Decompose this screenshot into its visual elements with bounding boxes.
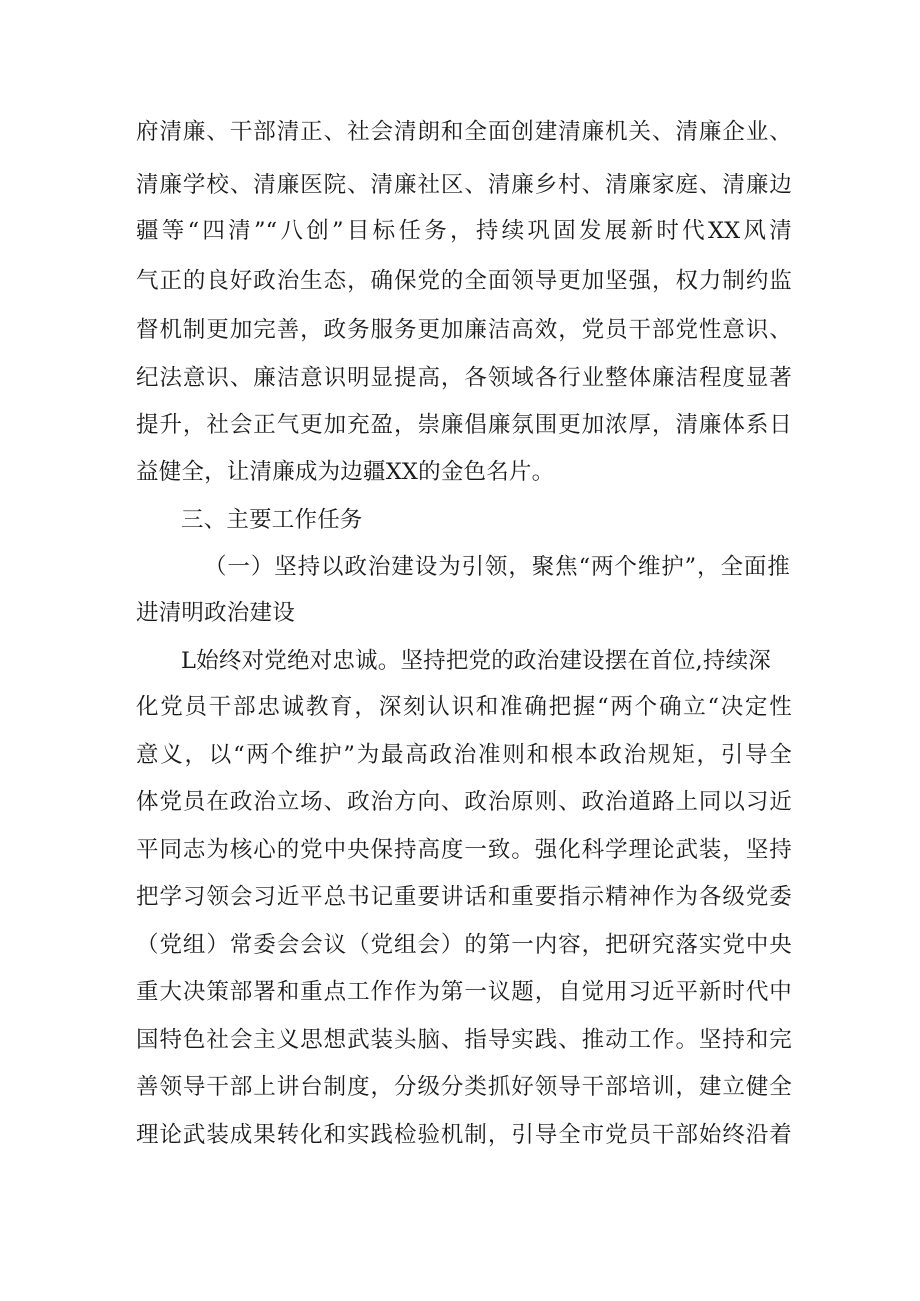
text-line: 府清廉、干部清正、社会清朗和全面创建清廉机关、清廉企业、 [136,119,792,145]
text-line: 善领导干部上讲台制度，分级分类抓好领导干部培训，建立健全 [136,1074,792,1100]
text-line: 督机制更加完善，政务服务更加廉洁高效，党员干部党性意识、 [136,317,792,343]
section-heading: 三、主要工作任务 [181,507,363,533]
text-line: 纪法意识、廉洁意识明显提高，各领域各行业整体廉洁程度显著 [136,365,792,391]
text-line: 重大决策部署和重点工作作为第一议题，自觉用习近平新时代中 [136,979,792,1005]
text-line: 进清明政治建设 [136,600,295,626]
text-line: 提升，社会正气更加充盈，崇廉倡廉氛围更加浓厚，清廉体系日 [136,412,792,438]
text-line: 化党员干部忠诚教育，深刻认识和准确把握“两个确立“决定性 [136,694,792,720]
text-line: 清廉学校、清廉医院、清廉社区、清廉乡村、清廉家庭、清廉边 [136,172,792,198]
text-line: L始终对党绝对忠诚。坚持把党的政治建设摆在首位,持续深 [181,648,771,674]
text-line: 意义，以“两个维护”为最高政治准则和根本政治规矩，引导全 [136,742,792,768]
text-line: 疆等“四清”“八创”目标任务，持续巩固发展新时代XX风清 [136,218,792,244]
text-line: 气正的良好政治生态，确保党的全面领导更加坚强，权力制约监 [136,268,792,294]
text-line: （党组）常委会会议（党组会）的第一内容，把研究落实党中央 [136,932,792,958]
text-line: 把学习领会习近平总书记重要讲话和重要指示精神作为各级党委 [136,884,792,910]
text-line: （一）坚持以政治建设为引领，聚焦“两个维护”，全面推 [204,554,790,580]
text-line: 理论武装成果转化和实践检验机制，引导全市党员干部始终沿着 [136,1122,792,1148]
text-line: 平同志为核心的党中央保持高度一致。强化科学理论武装，坚持 [136,837,792,863]
text-line: 益健全，让清廉成为边疆XX的金色名片。 [136,459,555,485]
text-line: 体党员在政治立场、政治方向、政治原则、政治道路上同以习近 [136,789,792,815]
text-line: 国特色社会主义思想武装头脑、指导实践、推动工作。坚持和完 [136,1027,792,1053]
